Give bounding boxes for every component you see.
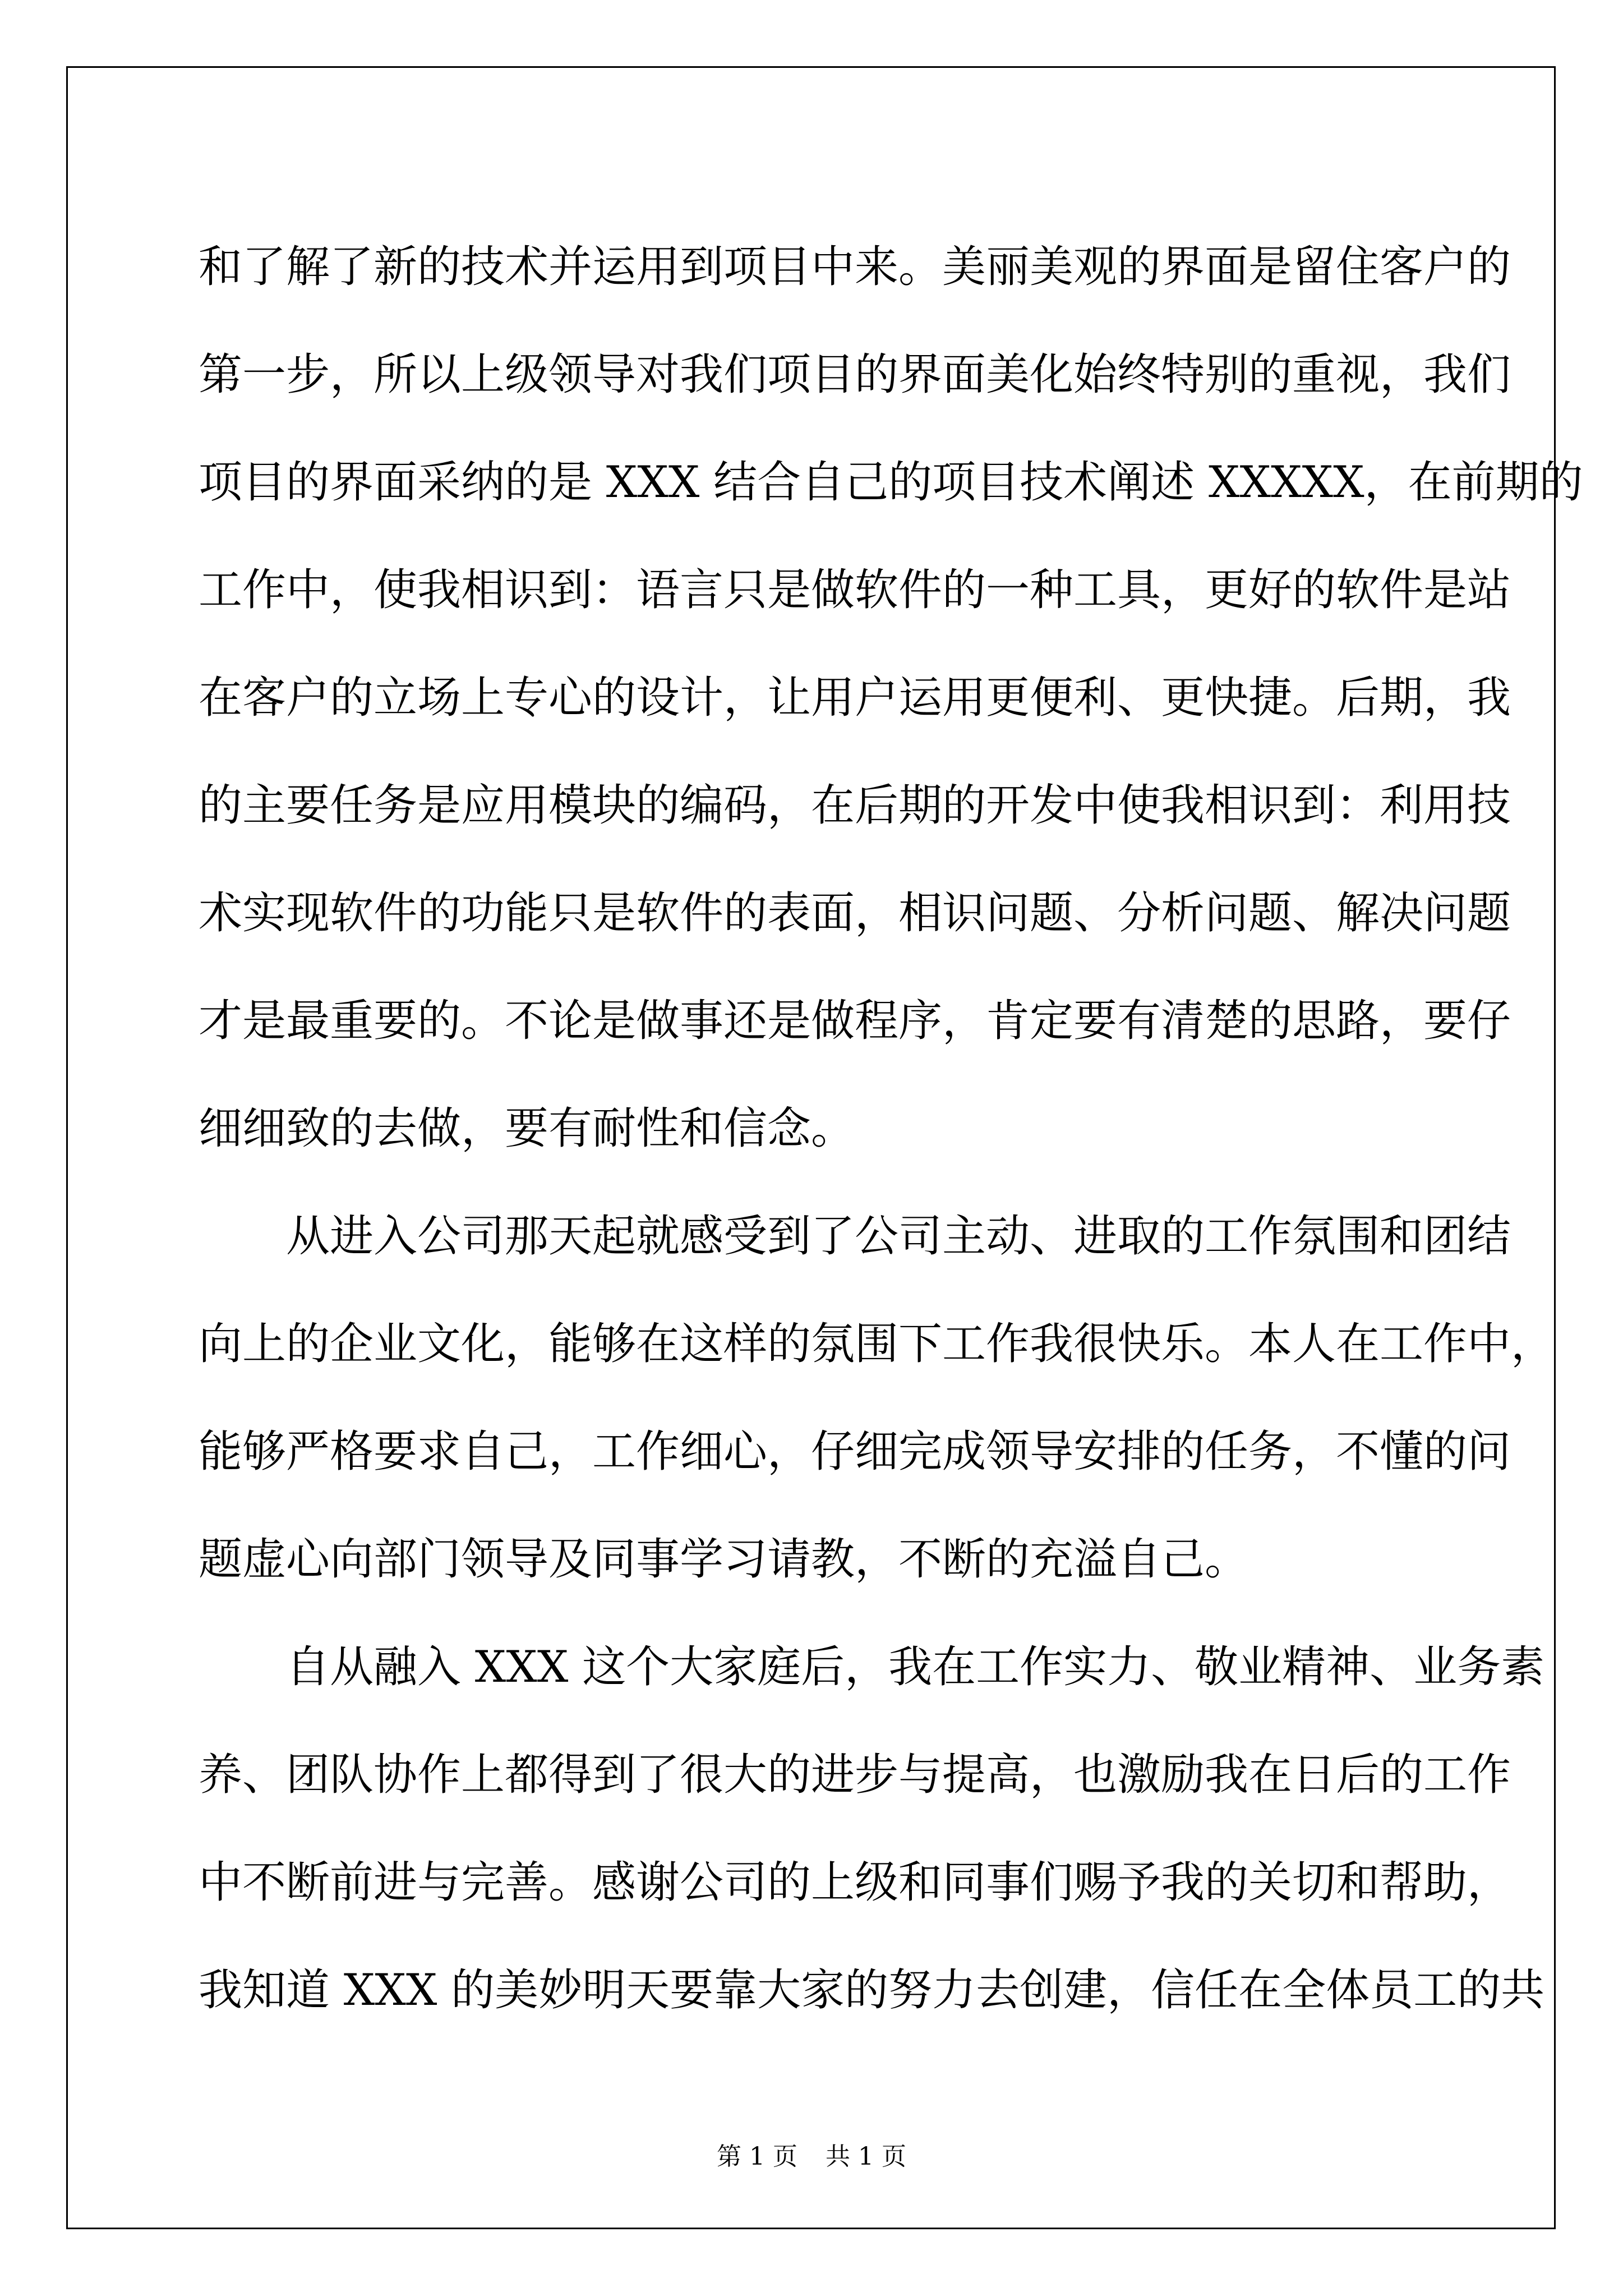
paragraph-2	[199, 1182, 1555, 1613]
text-line: 细细致的去做，要有耐性和信念。	[199, 1103, 855, 1154]
text-line: 我知道 XXX 的美妙明天要靠大家的努力去创建，信任在全体员工的共	[199, 1965, 1545, 2016]
text-line: 在客户的立场上专心的设计，让用户运用更便利、更快捷。后期，我	[199, 673, 1511, 723]
text-line: 养、团队协作上都得到了很大的进步与提高，也激励我在日后的工作	[199, 1750, 1511, 1800]
paragraph-3	[199, 1613, 1545, 2044]
document-body	[199, 213, 1583, 2044]
text-line: 才是最重要的。不论是做事还是做程序，肯定要有清楚的思路，要仔	[199, 996, 1511, 1046]
text-line: 项目的界面采纳的是 XXX 结合自己的项目技术阐述 XXXXX，在前期的	[199, 457, 1583, 508]
page-total: 共 1 页	[826, 2142, 906, 2171]
text-line: 从进入公司那天起就感受到了公司主动、进取的工作氛围和团结	[199, 1211, 1511, 1262]
text-line: 向上的企业文化，能够在这样的氛围下工作我很快乐。本人在工作中，	[199, 1319, 1555, 1369]
page-number: 第 1 页	[717, 2142, 797, 2171]
text-line: 中不断前进与完善。感谢公司的上级和同事们赐予我的关切和帮助，	[199, 1857, 1511, 1908]
text-line: 题虚心向部门领导及同事学习请教，不断的充溢自己。	[199, 1534, 1249, 1585]
text-line: 术实现软件的功能只是软件的表面，相识问题、分析问题、解决问题	[199, 888, 1511, 938]
page-footer	[0, 2136, 1623, 2172]
text-line: 工作中，使我相识到：语言只是做软件的一种工具，更好的软件是站	[199, 565, 1511, 615]
text-line: 和了解了新的技术并运用到项目中来。美丽美观的界面是留住客户的	[199, 242, 1511, 292]
text-line: 的主要任务是应用模块的编码，在后期的开发中使我相识到：利用技	[199, 780, 1511, 831]
text-line: 第一步，所以上级领导对我们项目的界面美化始终特别的重视，我们	[199, 349, 1511, 400]
paragraph-1	[199, 213, 1583, 1182]
text-line: 能够严格要求自己，工作细心，仔细完成领导安排的任务，不懂的问	[199, 1427, 1511, 1477]
text-line: 自从融入 XXX 这个大家庭后，我在工作实力、敬业精神、业务素	[199, 1642, 1545, 1692]
